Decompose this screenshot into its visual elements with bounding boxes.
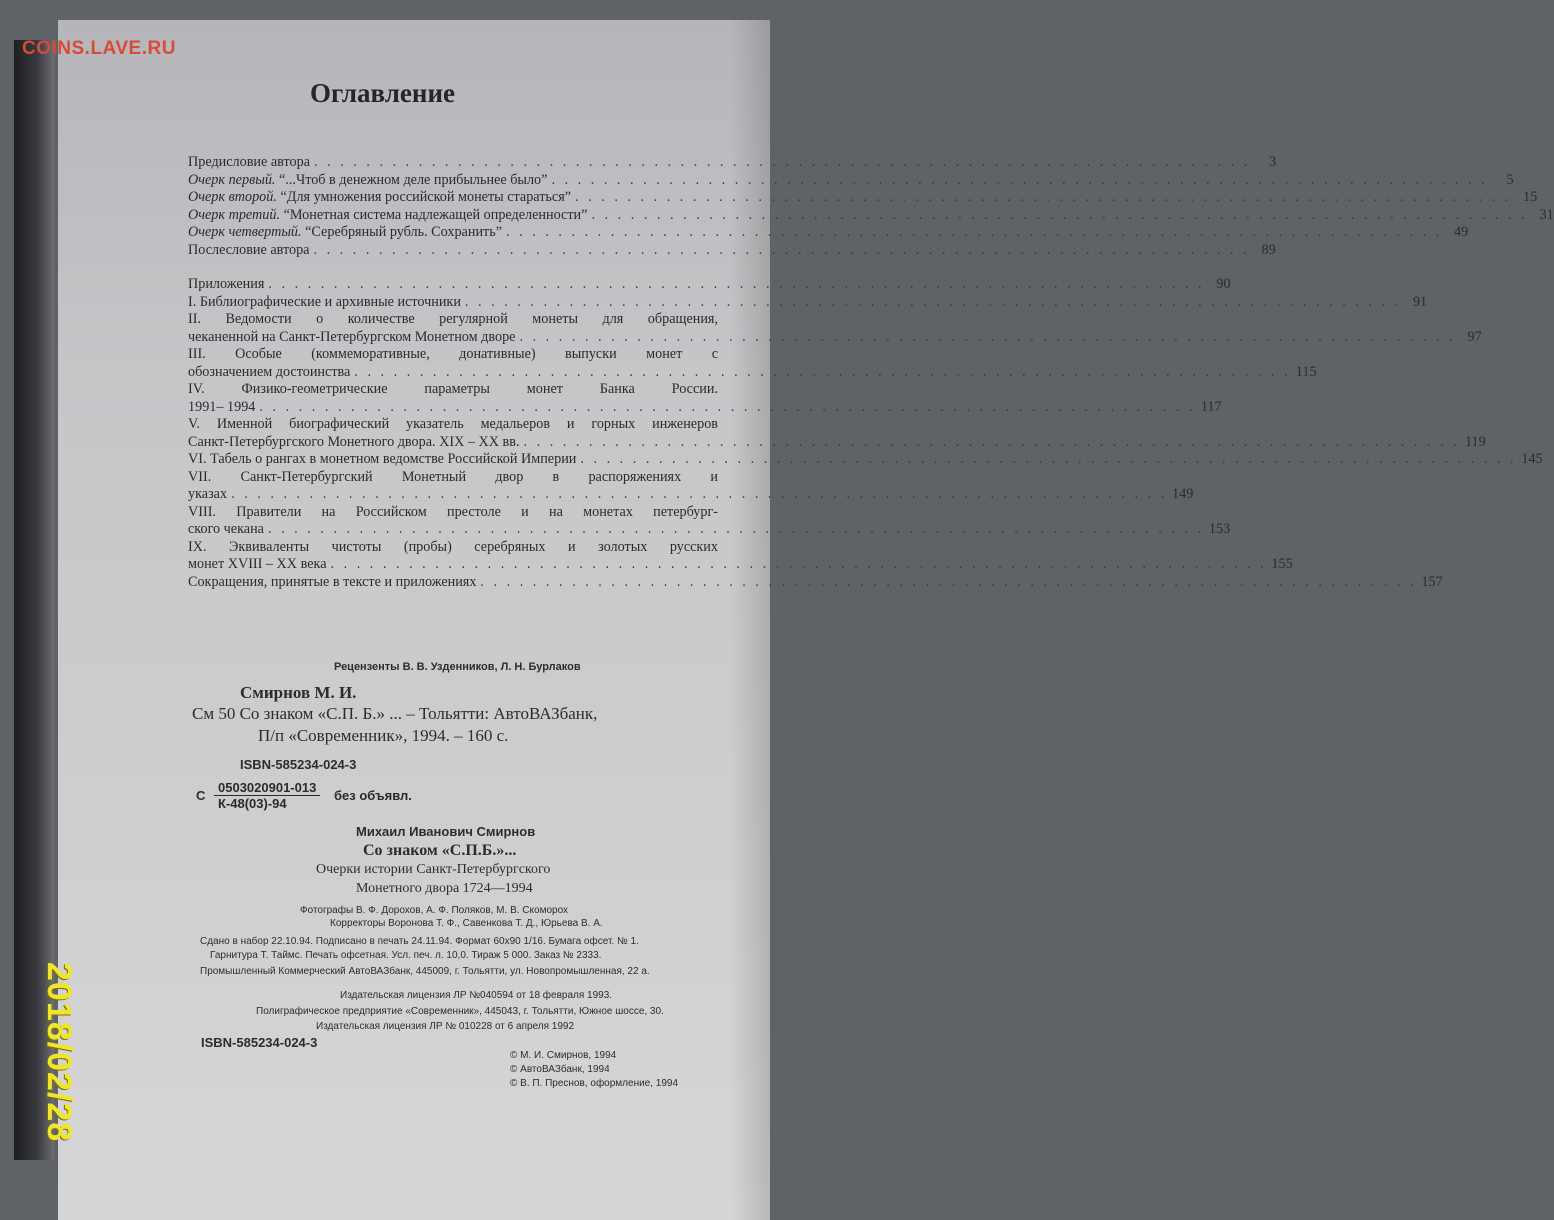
toc-page-number: 3: [1269, 154, 1277, 170]
appendix-entry-text: монет XVIII – XX века: [188, 556, 327, 572]
appendix-entry: [188, 451, 1543, 469]
appendix-entry-text: I. Библиографические и архивные источники: [188, 293, 461, 310]
appendix-entry-text: Санкт-Петербургского Монетного двора. XIX – XX вв.: [188, 433, 520, 450]
appendix-entry: [188, 433, 1486, 452]
reviewers: Рецензенты В. В. Узденников, Л. Н. Бурлаков: [334, 661, 581, 673]
toc-entry-text: [188, 189, 571, 207]
isbn-top: ISBN-585234-024-3: [240, 757, 357, 772]
toc-entry-title: “...Чтоб в денежном деле прибыльнее было”: [275, 171, 548, 188]
subtitle-line-2: Монетного двора 1724—1994: [356, 881, 533, 896]
toc-page-number: 15: [1523, 189, 1538, 205]
toc-leader-dots: [259, 399, 1195, 417]
toc-leader-dots: [231, 486, 1167, 504]
catalog-index-suffix: без объявл.: [334, 788, 412, 803]
toc-leader-dots: [313, 242, 1249, 260]
date-stamp-text: 2018/02/28: [40, 962, 78, 1143]
toc-entry-title: Предисловие автора: [188, 154, 311, 170]
author-full-name: Михаил Иванович Смирнов: [356, 824, 536, 839]
toc-page-number: 153: [1208, 521, 1231, 537]
toc-page-number: 115: [1295, 363, 1317, 380]
watermark: COINS.LAVE.RU: [22, 38, 176, 59]
catalog-line-1: См 50 Со знаком «С.П. Б.» ... – Тольятти: АвтоВАЗбанк,: [192, 704, 598, 723]
page-title: Оглавление: [310, 78, 455, 108]
appendix-entry-lead: V. Именной биографический указатель медальеров и горных инженеров: [188, 416, 718, 432]
toc-leader-dots: [331, 556, 1267, 574]
appendix-entry-lead: II. Ведомости о количестве регулярной монеты для обращения,: [188, 311, 718, 327]
subtitle-line-1: Очерки истории Санкт-Петербургского: [316, 862, 551, 877]
catalog-line-2: П/п «Современник», 1994. – 160 с.: [258, 726, 509, 745]
toc-entry-prefix: Очерк третий.: [188, 206, 281, 223]
toc-page-number: 145: [1521, 451, 1543, 467]
toc-entry-title: “Серебряный рубль. Сохранить”: [301, 224, 503, 240]
appendix-entry-text: ского чекана: [188, 521, 264, 537]
toc-leader-dots: [268, 276, 1204, 294]
toc-page-number: 89: [1261, 241, 1276, 258]
toc-page-number: 49: [1454, 224, 1469, 240]
author-heading: Смирнов М. И.: [240, 683, 357, 702]
toc-entry-text: [188, 172, 547, 190]
toc-page-number: 31: [1539, 206, 1554, 223]
print-info-6: Издательская лицензия ЛР № 010228 от 6 апреля 1992: [316, 1021, 575, 1032]
copyright-3: © В. П. Преснов, оформление, 1994: [510, 1078, 679, 1089]
toc-leader-dots: [465, 294, 1401, 312]
toc-entry-text: [188, 154, 310, 172]
toc-leader-dots: [591, 207, 1527, 225]
print-info-2: Гарнитура Т. Таймс. Печать офсетная. Усл. печ. л. 10,0. Тираж 5 000. Заказ № 2333.: [210, 950, 602, 961]
toc-entry: [188, 189, 1538, 207]
toc-entry-text: [188, 242, 309, 260]
appendix-entry-text: Сокращения, принятые в тексте и приложениях: [188, 573, 477, 590]
appendix-entry: [188, 328, 1482, 347]
toc-entry: [188, 171, 1514, 190]
toc-entry-text: [188, 224, 502, 242]
catalog-index: [196, 780, 412, 811]
toc-page-number: 149: [1172, 486, 1194, 502]
appendix-entry-text: 1991– 1994: [188, 398, 256, 415]
appendix-entry: [188, 398, 1222, 417]
appendix-entry-lead: IX. Эквиваленты чистоты (пробы) серебряных и золотых русских: [188, 538, 718, 555]
appendix-entry-lead: IV. Физико-геометрические параметры монет Банка России.: [188, 381, 718, 397]
print-info-3: Промышленный Коммерческий АвтоВАЗбанк, 445009, г. Тольятти, ул. Новопромышленная, 22 а.: [200, 966, 650, 977]
toc-page-number: 90: [1216, 276, 1231, 292]
toc-leader-dots: [580, 451, 1516, 469]
appendix-entry-text: обозначением достоинства: [188, 363, 351, 380]
toc-entry-prefix: Очерк второй.: [188, 189, 277, 205]
copyright-1: © М. И. Смирнов, 1994: [510, 1050, 617, 1061]
toc-page-number: 117: [1200, 398, 1222, 415]
toc-leader-dots: [575, 189, 1511, 207]
appendix-entry-text: указах: [188, 486, 228, 502]
toc-leader-dots: [519, 329, 1455, 347]
toc-page-number: 97: [1467, 328, 1482, 345]
appendix-entry: [188, 556, 1293, 574]
appendix-entry-text: Приложения: [188, 276, 265, 292]
toc-entry: [188, 154, 1277, 172]
appendix-entry-text: VI. Табель о рангах в монетном ведомстве Российской Империи: [188, 451, 577, 467]
toc-page-number: 157: [1421, 573, 1443, 590]
toc-leader-dots: [480, 574, 1416, 592]
appendix-entry-lead: VIII. Правители на Российском престоле и на монетах петербург-: [188, 503, 718, 520]
toc-entry-title: Послесловие автора: [188, 241, 310, 258]
correctors: Корректоры Воронова Т. Ф., Савенкова Т. Д., Юрьева В. А.: [330, 918, 603, 929]
appendix-entry: [188, 486, 1194, 504]
catalog-index-bottom: К-48(03)-94: [218, 796, 287, 811]
toc-leader-dots: [524, 434, 1460, 452]
print-info-1: Сдано в набор 22.10.94. Подписано в печать 24.11.94. Формат 60х90 1/16. Бумага офсет. № 1.: [200, 936, 639, 947]
appendix-entry: [188, 293, 1428, 312]
toc-entry-title: “Монетная система надлежащей определенности”: [280, 206, 588, 223]
toc-entry: [188, 224, 1469, 242]
appendix-entry: [188, 521, 1231, 539]
toc-entry-text: [188, 207, 587, 225]
table-of-contents: [188, 154, 1554, 591]
appendix-entry-lead: III. Особые (коммеморативные, донативные) выпуски монет с: [188, 346, 718, 362]
appendix-entry: [188, 573, 1443, 592]
toc-page-number: 119: [1464, 433, 1486, 450]
toc-entry-title: “Для умножения российской монеты стараться”: [276, 189, 572, 205]
toc-leader-dots: [314, 154, 1250, 172]
print-info-5: Полиграфическое предприятие «Современник», 445043, г. Тольятти, Южное шоссе, 30.: [256, 1006, 664, 1017]
toc-page-number: 155: [1271, 556, 1293, 572]
toc-entry: [188, 206, 1554, 225]
toc-page-number: 5: [1506, 171, 1514, 188]
toc-gap: [188, 259, 718, 276]
toc-leader-dots: [268, 521, 1204, 539]
appendix-entry-lead: VII. Санкт-Петербургский Монетный двор в распоряжениях и: [188, 468, 718, 485]
book-title: Со знаком «С.П.Б.»...: [363, 842, 517, 859]
print-info-4: Издательская лицензия ЛР №040594 от 18 февраля 1993.: [340, 990, 613, 1001]
catalog-index-top: 0503020901-013: [214, 780, 320, 796]
appendix-entry: [188, 276, 1231, 294]
toc-entry-prefix: Очерк четвертый.: [188, 224, 302, 240]
copyright-2: © АвтоВАЗбанк, 1994: [510, 1064, 610, 1075]
isbn-bottom: ISBN-585234-024-3: [201, 1035, 318, 1050]
appendix-entry: [188, 363, 1317, 382]
photographers: Фотографы В. Ф. Дорохов, А. Ф. Поляков, М. В. Скоморох: [300, 905, 569, 916]
toc-leader-dots: [354, 364, 1290, 382]
toc-page-number: 91: [1412, 293, 1428, 310]
date-stamp: [40, 962, 78, 1172]
catalog-index-prefix: С: [196, 788, 206, 803]
toc-entry: [188, 241, 1276, 260]
toc-leader-dots: [551, 172, 1487, 190]
toc-entry-prefix: Очерк первый.: [188, 171, 276, 188]
toc-leader-dots: [506, 224, 1442, 242]
appendix-entry-text: чеканенной на Санкт-Петербургском Монетном дворе: [188, 328, 516, 345]
